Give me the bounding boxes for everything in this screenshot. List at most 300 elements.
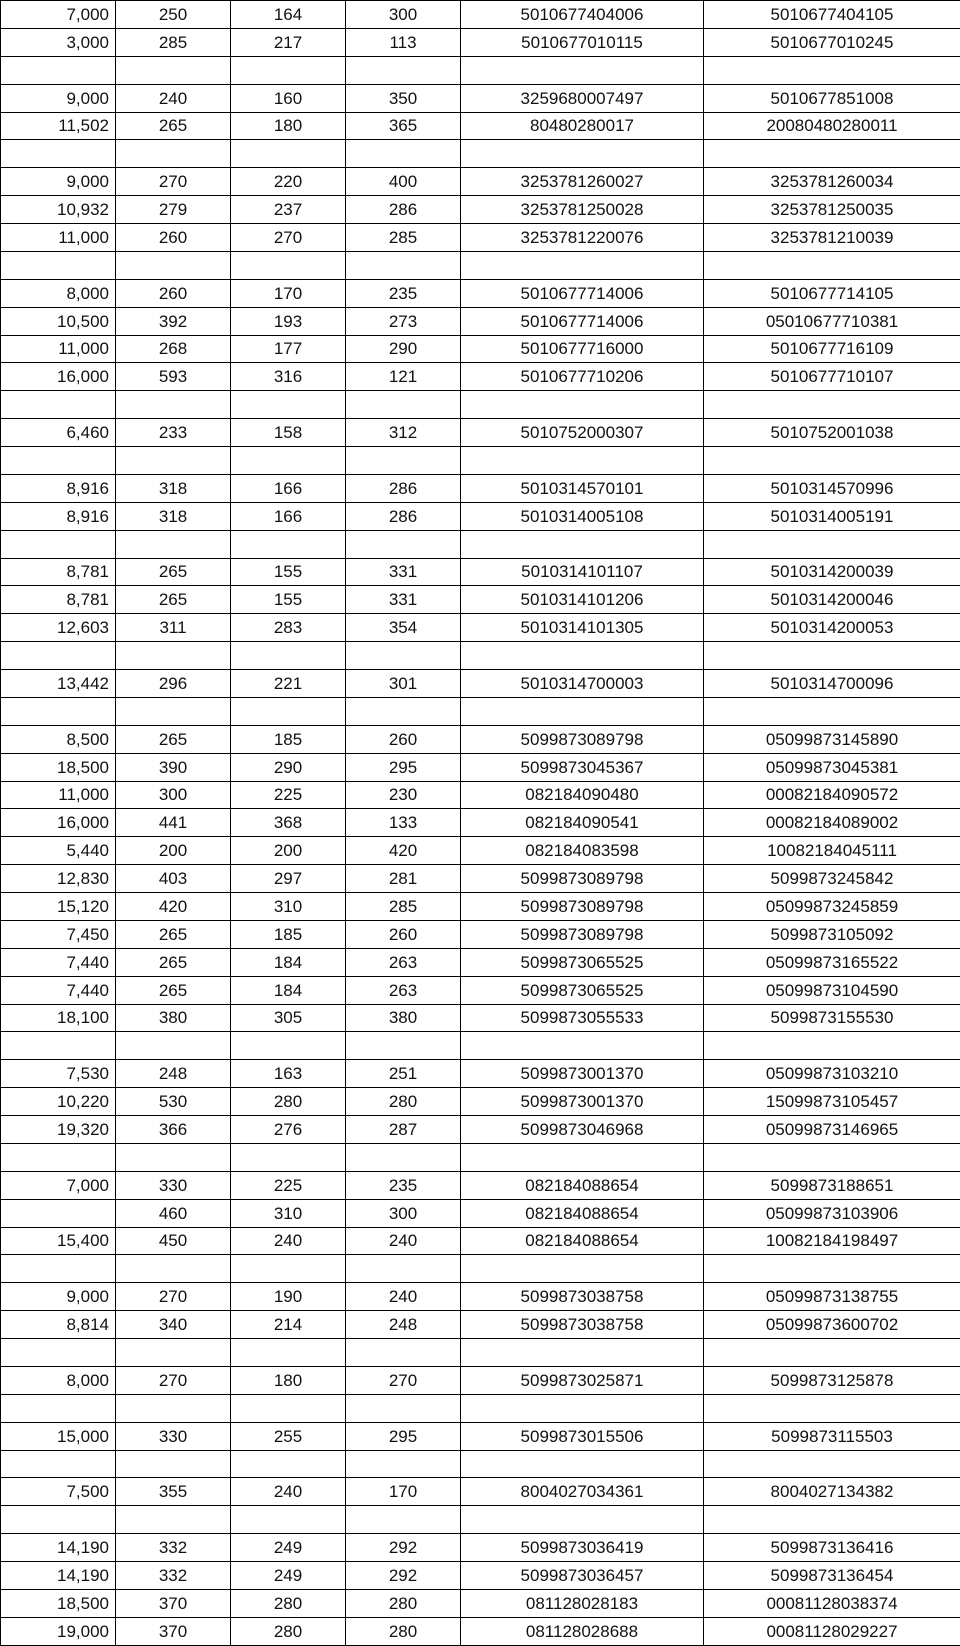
table-cell: 268 bbox=[116, 335, 231, 363]
table-cell bbox=[1, 1450, 116, 1478]
table-cell bbox=[1, 251, 116, 279]
table-cell: 14,190 bbox=[1, 1534, 116, 1562]
table-cell: 5,440 bbox=[1, 837, 116, 865]
table-cell: 280 bbox=[231, 1617, 346, 1645]
table-cell bbox=[704, 1255, 960, 1283]
table-cell bbox=[704, 642, 960, 670]
table-cell: 280 bbox=[346, 1589, 461, 1617]
table-row bbox=[1, 1478, 960, 1506]
table-cell: 217 bbox=[231, 28, 346, 56]
table-cell: 8,814 bbox=[1, 1311, 116, 1339]
table-cell: 5010677714006 bbox=[461, 279, 704, 307]
table-cell: 185 bbox=[231, 725, 346, 753]
table-cell: 265 bbox=[116, 920, 231, 948]
table-cell bbox=[231, 530, 346, 558]
table-cell bbox=[116, 697, 231, 725]
table-cell bbox=[1, 1143, 116, 1171]
table-cell: 265 bbox=[116, 948, 231, 976]
table-cell bbox=[346, 642, 461, 670]
table-row bbox=[1, 809, 960, 837]
table-row bbox=[1, 502, 960, 530]
table-cell: 270 bbox=[116, 1366, 231, 1394]
table-cell: 185 bbox=[231, 920, 346, 948]
table-row bbox=[1, 363, 960, 391]
table-cell: 5010314570101 bbox=[461, 474, 704, 502]
table-cell: 5099873001370 bbox=[461, 1060, 704, 1088]
table-cell: 170 bbox=[231, 279, 346, 307]
table-cell bbox=[461, 1032, 704, 1060]
table-cell: 8,916 bbox=[1, 502, 116, 530]
table-cell: 05010677710381 bbox=[704, 307, 960, 335]
table-cell: 225 bbox=[231, 1171, 346, 1199]
table-cell: 260 bbox=[346, 920, 461, 948]
table-cell: 177 bbox=[231, 335, 346, 363]
table-cell bbox=[116, 1394, 231, 1422]
table-cell: 11,000 bbox=[1, 781, 116, 809]
table-row bbox=[1, 1171, 960, 1199]
table-cell: 450 bbox=[116, 1227, 231, 1255]
table-cell: 7,440 bbox=[1, 976, 116, 1004]
table-cell: 5010677010115 bbox=[461, 28, 704, 56]
table-cell: 240 bbox=[231, 1478, 346, 1506]
table-cell: 133 bbox=[346, 809, 461, 837]
table-cell: 270 bbox=[116, 168, 231, 196]
table-cell bbox=[704, 1506, 960, 1534]
table-row bbox=[1, 419, 960, 447]
table-cell: 285 bbox=[116, 28, 231, 56]
table-cell bbox=[704, 447, 960, 475]
table-row bbox=[1, 1, 960, 29]
table-cell: 081128028183 bbox=[461, 1589, 704, 1617]
table-cell: 5099873115503 bbox=[704, 1422, 960, 1450]
table-cell: 5010314005191 bbox=[704, 502, 960, 530]
table-cell: 280 bbox=[346, 1617, 461, 1645]
table-cell: 300 bbox=[346, 1199, 461, 1227]
table-cell: 530 bbox=[116, 1088, 231, 1116]
blank-row bbox=[1, 140, 960, 168]
table-cell: 270 bbox=[346, 1366, 461, 1394]
table-cell: 7,440 bbox=[1, 948, 116, 976]
table-cell bbox=[231, 1032, 346, 1060]
table-cell: 081128028688 bbox=[461, 1617, 704, 1645]
table-cell bbox=[461, 530, 704, 558]
table-cell: 5099873025871 bbox=[461, 1366, 704, 1394]
table-cell: 400 bbox=[346, 168, 461, 196]
table-cell: 240 bbox=[231, 1227, 346, 1255]
table-cell: 5099873045367 bbox=[461, 753, 704, 781]
blank-row bbox=[1, 447, 960, 475]
blank-row bbox=[1, 391, 960, 419]
table-cell: 249 bbox=[231, 1562, 346, 1590]
table-cell bbox=[1, 1506, 116, 1534]
table-cell: 5099873089798 bbox=[461, 920, 704, 948]
table-cell: 3,000 bbox=[1, 28, 116, 56]
table-cell: 5010677010245 bbox=[704, 28, 960, 56]
table-cell: 155 bbox=[231, 586, 346, 614]
table-cell: 5010677716109 bbox=[704, 335, 960, 363]
table-cell bbox=[346, 697, 461, 725]
table-row bbox=[1, 948, 960, 976]
table-cell bbox=[231, 140, 346, 168]
table-row bbox=[1, 920, 960, 948]
table-cell: 295 bbox=[346, 1422, 461, 1450]
table-cell: 3253781210039 bbox=[704, 224, 960, 252]
table-cell: 403 bbox=[116, 865, 231, 893]
table-cell: 3253781250035 bbox=[704, 196, 960, 224]
table-cell: 260 bbox=[346, 725, 461, 753]
table-cell: 420 bbox=[346, 837, 461, 865]
blank-row bbox=[1, 56, 960, 84]
table-cell bbox=[346, 447, 461, 475]
table-cell: 05099873145890 bbox=[704, 725, 960, 753]
table-cell: 255 bbox=[231, 1422, 346, 1450]
table-cell bbox=[704, 530, 960, 558]
table-cell: 5099873036457 bbox=[461, 1562, 704, 1590]
table-cell: 16,000 bbox=[1, 363, 116, 391]
table-cell: 15,120 bbox=[1, 893, 116, 921]
table-cell: 380 bbox=[346, 1004, 461, 1032]
table-cell: 292 bbox=[346, 1562, 461, 1590]
table-cell bbox=[704, 391, 960, 419]
table-cell: 260 bbox=[116, 279, 231, 307]
table-cell bbox=[704, 56, 960, 84]
table-cell: 240 bbox=[346, 1227, 461, 1255]
table-row bbox=[1, 335, 960, 363]
table-cell bbox=[231, 56, 346, 84]
table-cell bbox=[116, 530, 231, 558]
table-row bbox=[1, 1004, 960, 1032]
table-cell: 240 bbox=[116, 84, 231, 112]
table-cell: 05099873146965 bbox=[704, 1116, 960, 1144]
table-cell bbox=[346, 56, 461, 84]
table-cell: 166 bbox=[231, 502, 346, 530]
table-cell: 166 bbox=[231, 474, 346, 502]
table-cell: 283 bbox=[231, 614, 346, 642]
table-cell bbox=[704, 1394, 960, 1422]
table-cell: 3253781250028 bbox=[461, 196, 704, 224]
table-body bbox=[1, 1, 960, 1646]
table-cell: 5010314200039 bbox=[704, 558, 960, 586]
table-cell: 7,500 bbox=[1, 1478, 116, 1506]
table-row bbox=[1, 1227, 960, 1255]
table-cell: 5099873046968 bbox=[461, 1116, 704, 1144]
table-row bbox=[1, 279, 960, 307]
table-cell bbox=[116, 140, 231, 168]
table-row bbox=[1, 976, 960, 1004]
table-cell: 20080480280011 bbox=[704, 112, 960, 140]
table-cell: 5099873089798 bbox=[461, 725, 704, 753]
table-cell bbox=[1, 140, 116, 168]
table-cell: 7,000 bbox=[1, 1171, 116, 1199]
table-cell: 10082184198497 bbox=[704, 1227, 960, 1255]
table-cell bbox=[461, 1255, 704, 1283]
table-cell: 082184088654 bbox=[461, 1171, 704, 1199]
table-cell: 05099873103906 bbox=[704, 1199, 960, 1227]
table-cell: 441 bbox=[116, 809, 231, 837]
table-cell: 05099873165522 bbox=[704, 948, 960, 976]
table-cell bbox=[346, 1032, 461, 1060]
table-cell: 00081128029227 bbox=[704, 1617, 960, 1645]
blank-row bbox=[1, 642, 960, 670]
table-row bbox=[1, 1589, 960, 1617]
table-cell: 5099873065525 bbox=[461, 948, 704, 976]
table-cell: 180 bbox=[231, 112, 346, 140]
table-cell: 164 bbox=[231, 1, 346, 29]
table-cell bbox=[231, 697, 346, 725]
table-cell bbox=[346, 1255, 461, 1283]
table-row bbox=[1, 1311, 960, 1339]
table-cell bbox=[1, 56, 116, 84]
table-cell: 593 bbox=[116, 363, 231, 391]
table-cell: 5099873036419 bbox=[461, 1534, 704, 1562]
table-cell: 5099873089798 bbox=[461, 893, 704, 921]
table-cell: 170 bbox=[346, 1478, 461, 1506]
table-cell bbox=[704, 697, 960, 725]
table-cell: 331 bbox=[346, 586, 461, 614]
table-cell: 312 bbox=[346, 419, 461, 447]
blank-row bbox=[1, 530, 960, 558]
table-cell: 5010677404006 bbox=[461, 1, 704, 29]
table-row bbox=[1, 558, 960, 586]
table-cell bbox=[116, 56, 231, 84]
table-cell: 00082184090572 bbox=[704, 781, 960, 809]
table-cell: 5010314200046 bbox=[704, 586, 960, 614]
table-cell: 8,000 bbox=[1, 279, 116, 307]
table-cell: 235 bbox=[346, 279, 461, 307]
table-cell bbox=[231, 391, 346, 419]
table-cell: 318 bbox=[116, 502, 231, 530]
table-cell bbox=[231, 1339, 346, 1367]
table-cell: 5099873105092 bbox=[704, 920, 960, 948]
table-cell: 12,603 bbox=[1, 614, 116, 642]
table-cell: 05099873045381 bbox=[704, 753, 960, 781]
table-cell: 263 bbox=[346, 976, 461, 1004]
table-cell bbox=[231, 447, 346, 475]
table-cell bbox=[704, 1143, 960, 1171]
table-cell: 355 bbox=[116, 1478, 231, 1506]
table-cell: 18,100 bbox=[1, 1004, 116, 1032]
table-cell bbox=[116, 447, 231, 475]
table-cell: 10082184045111 bbox=[704, 837, 960, 865]
table-cell: 5010314200053 bbox=[704, 614, 960, 642]
table-cell: 300 bbox=[116, 781, 231, 809]
table-row bbox=[1, 1422, 960, 1450]
table-cell: 340 bbox=[116, 1311, 231, 1339]
table-row bbox=[1, 112, 960, 140]
table-cell: 285 bbox=[346, 893, 461, 921]
table-cell: 19,320 bbox=[1, 1116, 116, 1144]
table-cell: 7,450 bbox=[1, 920, 116, 948]
table-row bbox=[1, 893, 960, 921]
table-cell bbox=[231, 1506, 346, 1534]
table-cell bbox=[461, 447, 704, 475]
table-cell: 5010314101305 bbox=[461, 614, 704, 642]
table-cell bbox=[461, 251, 704, 279]
table-cell bbox=[1, 697, 116, 725]
table-cell bbox=[346, 251, 461, 279]
table-cell: 11,502 bbox=[1, 112, 116, 140]
table-cell: 14,190 bbox=[1, 1562, 116, 1590]
table-cell: 221 bbox=[231, 670, 346, 698]
table-cell: 18,500 bbox=[1, 753, 116, 781]
table-cell: 5010677851008 bbox=[704, 84, 960, 112]
table-cell bbox=[346, 391, 461, 419]
table-cell: 9,000 bbox=[1, 168, 116, 196]
table-cell: 10,500 bbox=[1, 307, 116, 335]
table-cell bbox=[116, 251, 231, 279]
table-cell: 285 bbox=[346, 224, 461, 252]
table-cell: 5099873065525 bbox=[461, 976, 704, 1004]
table-cell: 05099873103210 bbox=[704, 1060, 960, 1088]
table-cell: 15,000 bbox=[1, 1422, 116, 1450]
table-cell: 265 bbox=[116, 558, 231, 586]
blank-row bbox=[1, 251, 960, 279]
table-cell: 163 bbox=[231, 1060, 346, 1088]
table-cell: 5099873136416 bbox=[704, 1534, 960, 1562]
table-cell: 05099873104590 bbox=[704, 976, 960, 1004]
table-cell: 281 bbox=[346, 865, 461, 893]
table-cell: 248 bbox=[346, 1311, 461, 1339]
table-cell: 330 bbox=[116, 1171, 231, 1199]
table-cell: 297 bbox=[231, 865, 346, 893]
table-row bbox=[1, 196, 960, 224]
table-row bbox=[1, 1366, 960, 1394]
table-row bbox=[1, 1199, 960, 1227]
table-cell: 5099873038758 bbox=[461, 1283, 704, 1311]
table-cell: 05099873138755 bbox=[704, 1283, 960, 1311]
table-cell: 19,000 bbox=[1, 1617, 116, 1645]
table-cell bbox=[346, 1506, 461, 1534]
table-cell: 184 bbox=[231, 948, 346, 976]
table-cell: 13,442 bbox=[1, 670, 116, 698]
table-cell: 082184090480 bbox=[461, 781, 704, 809]
table-cell: 10,932 bbox=[1, 196, 116, 224]
table-cell: 295 bbox=[346, 753, 461, 781]
table-cell: 318 bbox=[116, 474, 231, 502]
table-cell: 05099873245859 bbox=[704, 893, 960, 921]
table-cell: 5010314700003 bbox=[461, 670, 704, 698]
table-cell: 5099873125878 bbox=[704, 1366, 960, 1394]
table-row bbox=[1, 670, 960, 698]
table-cell bbox=[1, 391, 116, 419]
table-cell: 113 bbox=[346, 28, 461, 56]
table-cell bbox=[461, 1394, 704, 1422]
table-cell: 8,781 bbox=[1, 558, 116, 586]
table-cell: 3259680007497 bbox=[461, 84, 704, 112]
table-row bbox=[1, 474, 960, 502]
table-cell bbox=[704, 140, 960, 168]
table-cell: 225 bbox=[231, 781, 346, 809]
table-row bbox=[1, 1060, 960, 1088]
table-cell: 3253781220076 bbox=[461, 224, 704, 252]
table-cell: 082184088654 bbox=[461, 1227, 704, 1255]
table-cell: 251 bbox=[346, 1060, 461, 1088]
table-row bbox=[1, 1116, 960, 1144]
table-cell: 265 bbox=[116, 112, 231, 140]
table-cell: 265 bbox=[116, 725, 231, 753]
table-row bbox=[1, 1283, 960, 1311]
table-cell: 05099873600702 bbox=[704, 1311, 960, 1339]
table-cell bbox=[231, 1394, 346, 1422]
table-cell: 370 bbox=[116, 1617, 231, 1645]
table-cell: 00082184089002 bbox=[704, 809, 960, 837]
table-cell: 350 bbox=[346, 84, 461, 112]
table-cell: 5099873001370 bbox=[461, 1088, 704, 1116]
table-cell: 250 bbox=[116, 1, 231, 29]
table-cell bbox=[704, 1032, 960, 1060]
table-cell bbox=[231, 1143, 346, 1171]
table-cell bbox=[461, 391, 704, 419]
table-cell: 5099873038758 bbox=[461, 1311, 704, 1339]
table-row bbox=[1, 614, 960, 642]
table-cell: 8,000 bbox=[1, 1366, 116, 1394]
table-cell: 160 bbox=[231, 84, 346, 112]
table-cell: 220 bbox=[231, 168, 346, 196]
table-cell: 280 bbox=[231, 1589, 346, 1617]
table-cell: 280 bbox=[231, 1088, 346, 1116]
table-cell: 11,000 bbox=[1, 335, 116, 363]
table-cell bbox=[461, 56, 704, 84]
table-row bbox=[1, 168, 960, 196]
table-cell: 5010314101206 bbox=[461, 586, 704, 614]
table-cell: 233 bbox=[116, 419, 231, 447]
table-cell: 305 bbox=[231, 1004, 346, 1032]
blank-row bbox=[1, 1032, 960, 1060]
table-cell: 200 bbox=[231, 837, 346, 865]
table-cell: 286 bbox=[346, 474, 461, 502]
table-cell: 184 bbox=[231, 976, 346, 1004]
table-cell: 5099873055533 bbox=[461, 1004, 704, 1032]
table-cell: 354 bbox=[346, 614, 461, 642]
table-cell: 280 bbox=[346, 1088, 461, 1116]
table-cell: 290 bbox=[231, 753, 346, 781]
table-cell: 8004027034361 bbox=[461, 1478, 704, 1506]
table-cell: 214 bbox=[231, 1311, 346, 1339]
table-cell: 12,830 bbox=[1, 865, 116, 893]
table-cell: 286 bbox=[346, 196, 461, 224]
table-cell: 240 bbox=[346, 1283, 461, 1311]
blank-row bbox=[1, 1394, 960, 1422]
table-cell: 270 bbox=[231, 224, 346, 252]
table-cell: 263 bbox=[346, 948, 461, 976]
table-cell bbox=[231, 642, 346, 670]
table-cell: 082184090541 bbox=[461, 809, 704, 837]
table-cell: 15,400 bbox=[1, 1227, 116, 1255]
table-row bbox=[1, 28, 960, 56]
table-row bbox=[1, 586, 960, 614]
table-row bbox=[1, 865, 960, 893]
table-cell: 8,781 bbox=[1, 586, 116, 614]
table-cell bbox=[1, 1199, 116, 1227]
table-cell: 366 bbox=[116, 1116, 231, 1144]
table-cell bbox=[231, 1255, 346, 1283]
table-cell: 235 bbox=[346, 1171, 461, 1199]
table-cell: 249 bbox=[231, 1534, 346, 1562]
table-cell bbox=[461, 1143, 704, 1171]
table-row bbox=[1, 1562, 960, 1590]
table-cell: 5010314005108 bbox=[461, 502, 704, 530]
table-cell: 270 bbox=[116, 1283, 231, 1311]
table-cell: 8,916 bbox=[1, 474, 116, 502]
table-row bbox=[1, 781, 960, 809]
table-cell: 237 bbox=[231, 196, 346, 224]
table-cell: 15099873105457 bbox=[704, 1088, 960, 1116]
table-cell: 392 bbox=[116, 307, 231, 335]
table-cell bbox=[461, 642, 704, 670]
table-cell: 5099873188651 bbox=[704, 1171, 960, 1199]
table-cell bbox=[346, 140, 461, 168]
table-cell bbox=[704, 1450, 960, 1478]
